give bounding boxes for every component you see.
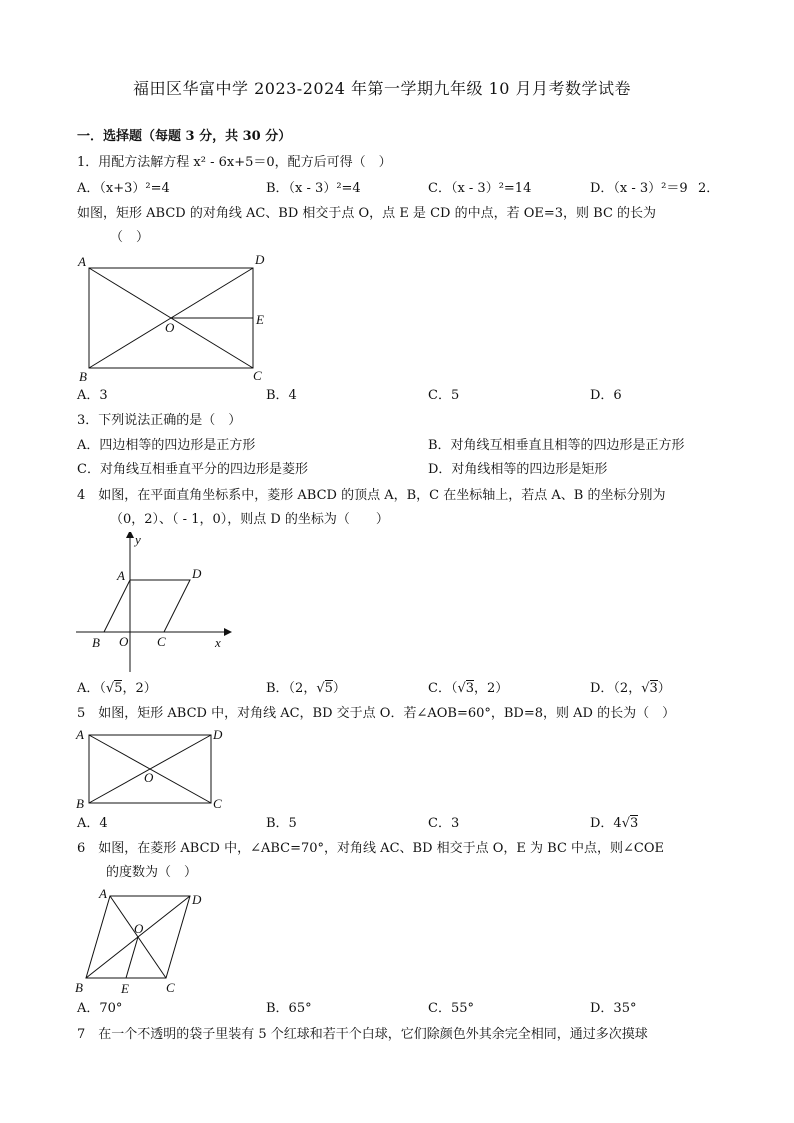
- q2-label-b: B: [79, 369, 87, 384]
- q4-label-c: C: [157, 634, 166, 649]
- q4-label-a: A: [117, 568, 125, 583]
- q3-stem: 3．下列说法正确的是（ ）: [77, 413, 242, 428]
- q5-option-b: B．5: [266, 816, 297, 831]
- q4-option-d-suffix: ）: [657, 681, 671, 696]
- q4-label-o: O: [119, 634, 129, 649]
- q3-option-a: A．四边相等的四边形是正方形: [77, 438, 256, 453]
- q1-option-c: C．（x - 3）²=14: [428, 181, 532, 196]
- q4-option-d: [590, 680, 671, 698]
- q4-option-d-prefix: D．（2，: [590, 681, 642, 696]
- q6-label-d: D: [192, 892, 202, 907]
- q4-option-c: [428, 680, 508, 698]
- q6-option-c: C．55°: [428, 1001, 474, 1016]
- q5-figure: [72, 726, 232, 812]
- q4-option-a-radicand: 5: [114, 681, 123, 696]
- sqrt-icon: √: [641, 681, 650, 696]
- q2-label-o: O: [165, 320, 175, 335]
- q4-figure: [72, 532, 237, 677]
- q2-figure: [75, 250, 275, 385]
- q4-stem-line2: （0，2）、（ - 1，0），则点 D 的坐标为（ ）: [110, 512, 389, 527]
- q6-label-c: C: [166, 980, 175, 995]
- q2-label-d: D: [255, 252, 265, 267]
- q6-stem-line2: 的度数为（ ）: [106, 865, 198, 880]
- q4-option-b: [266, 680, 346, 698]
- q4-option-c-suffix: ，2）: [474, 681, 509, 696]
- q4-rhombus: [104, 580, 190, 632]
- q4-label-x: x: [215, 635, 221, 650]
- q6-label-a: A: [99, 886, 107, 901]
- q6-label-b: B: [75, 980, 83, 995]
- q2-option-d: D．6: [590, 388, 622, 403]
- q4-option-a-suffix: ，2）: [122, 681, 157, 696]
- sqrt-icon: √: [457, 681, 466, 696]
- q2-number: 2．: [698, 181, 720, 196]
- q4-option-b-prefix: B．（2，: [266, 681, 317, 696]
- q5-label-a: A: [76, 727, 84, 742]
- sqrt-icon: √: [105, 681, 115, 696]
- q2-option-b: B．4: [266, 388, 297, 403]
- q5-label-o: O: [144, 770, 154, 785]
- q2-label-a: A: [78, 254, 86, 269]
- q2-label-c: C: [253, 368, 262, 383]
- q1-stem: 1．用配方法解方程 x² - 6x+5＝0，配方后可得（ ）: [77, 155, 392, 170]
- q5-option-d-prefix: D．4: [590, 816, 622, 831]
- q6-segment-oe: [126, 937, 138, 978]
- q6-option-d: D．35°: [590, 1001, 637, 1016]
- q4-label-b: B: [92, 635, 100, 650]
- q1-option-d: D．（x - 3）²＝9: [590, 181, 688, 196]
- q5-stem: 5 如图，矩形 ABCD 中，对角线 AC，BD 交于点 O．若∠AOB=60°，BD=8，则 AD 的长为（ ）: [77, 706, 676, 721]
- q4-option-c-radicand: 3: [465, 681, 475, 696]
- q4-x-arrow: [224, 628, 232, 636]
- q5-label-b: B: [76, 796, 84, 811]
- q6-option-b: B．65°: [266, 1001, 312, 1016]
- q4-y-arrow: [126, 532, 134, 538]
- sqrt-icon: √: [621, 816, 630, 831]
- q2-option-a: A．3: [77, 388, 108, 403]
- page-title: 福田区华富中学 2023-2024 年第一学期九年级 10 月月考数学试卷: [133, 79, 632, 98]
- q6-label-e: E: [121, 981, 129, 996]
- q2-label-e: E: [256, 312, 264, 327]
- q2-paren: （ ）: [110, 230, 150, 245]
- q5-option-d: [590, 815, 638, 833]
- q4-stem-line1: 4 如图，在平面直角坐标系中，菱形 ABCD 的顶点 A，B，C 在坐标轴上，若点 A、B 的坐标分别为: [77, 488, 666, 503]
- sqrt-icon: √: [316, 681, 325, 696]
- q4-option-d-radicand: 3: [649, 681, 658, 696]
- q4-option-a-prefix: A．（: [77, 681, 106, 696]
- q2-stem: 如图，矩形 ABCD 的对角线 AC、BD 相交于点 O，点 E 是 CD 的中点，若 OE=3，则 BC 的长为: [77, 206, 657, 221]
- q3-option-b: B．对角线互相垂直且相等的四边形是正方形: [428, 438, 685, 453]
- q6-label-o: O: [134, 921, 144, 936]
- q3-option-d: D．对角线相等的四边形是矩形: [428, 462, 608, 477]
- q5-option-c: C．3: [428, 816, 460, 831]
- q1-option-b: B．（x - 3）²=4: [266, 181, 361, 196]
- q4-option-c-prefix: C．（: [428, 681, 458, 696]
- q7-stem: 7 在一个不透明的袋子里装有 5 个红球和若干个白球，它们除颜色外其余完全相同，通过多次摸球: [77, 1027, 648, 1042]
- q4-label-y: y: [135, 532, 141, 547]
- q6-option-a: A．70°: [77, 1001, 123, 1016]
- q2-option-c: C．5: [428, 388, 460, 403]
- q4-option-b-radicand: 5: [324, 681, 333, 696]
- q4-option-a: [77, 680, 157, 698]
- q1-option-a: A．（x+3）²=4: [77, 181, 170, 196]
- q6-stem-line1: 6 如图，在菱形 ABCD 中，∠ABC=70°，对角线 AC、BD 相交于点 O，E 为 BC 中点，则∠COE: [77, 841, 665, 856]
- section-heading: 一．选择题（每题 3 分，共 30 分）: [77, 129, 292, 144]
- q5-label-c: C: [213, 796, 222, 811]
- q6-figure: [72, 884, 212, 996]
- q4-option-b-suffix: ）: [332, 681, 346, 696]
- q5-option-d-radicand: 3: [630, 816, 639, 831]
- q4-label-d: D: [192, 566, 202, 581]
- q5-label-d: D: [213, 727, 223, 742]
- q5-option-a: A．4: [77, 816, 108, 831]
- q3-option-c: C．对角线互相垂直平分的四边形是菱形: [77, 462, 308, 477]
